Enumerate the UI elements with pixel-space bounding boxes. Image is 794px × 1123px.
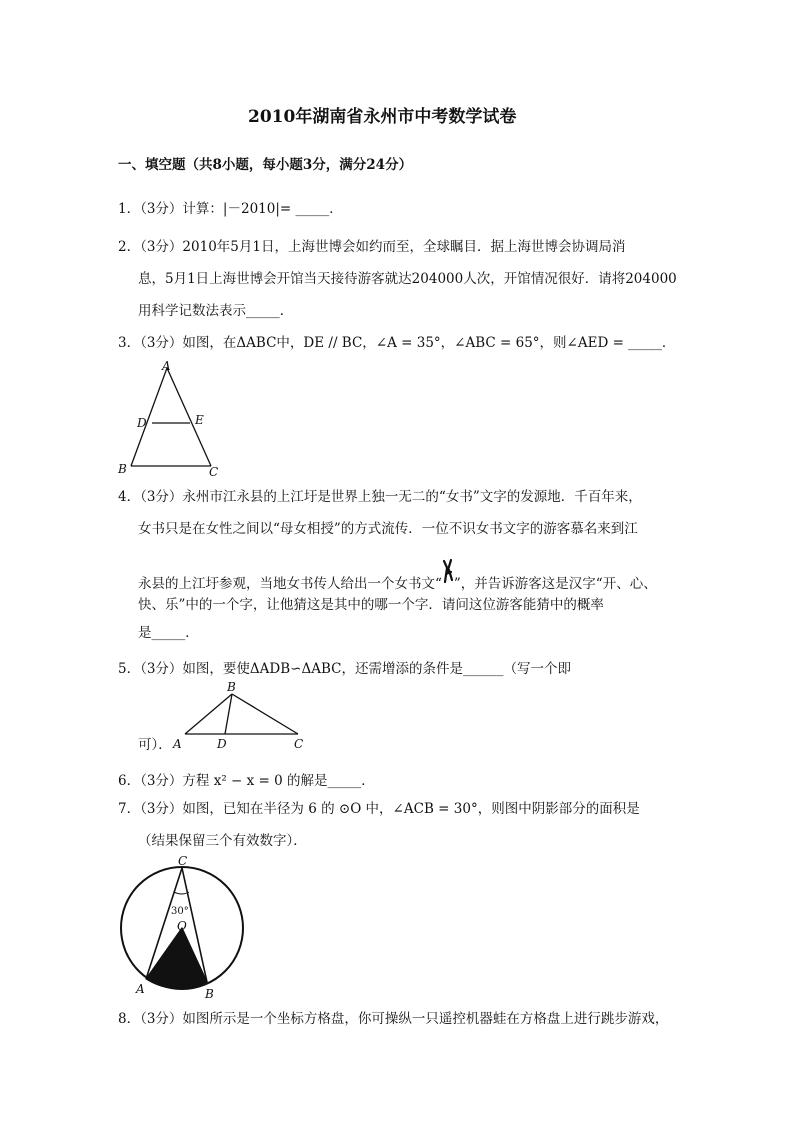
label-a: A: [162, 359, 171, 373]
triangle-side-ac: [167, 368, 211, 466]
label-b: B: [205, 987, 214, 1001]
label-b: B: [227, 680, 236, 694]
segment-bc: [232, 694, 298, 734]
question-4-line-2: 女书只是在女性之间以“母女相授”的方式流传．一位不识女书文字的游客慕名来到江: [138, 521, 638, 537]
label-a: A: [136, 982, 145, 996]
label-c: C: [178, 854, 188, 868]
label-c: C: [294, 737, 304, 751]
label-c: C: [209, 465, 219, 479]
question-5-line-2: 可）．: [138, 737, 172, 753]
section-heading: 一、填空题（共8小题，每小题3分，满分24分）: [118, 157, 413, 173]
question-2-line-2: 息，5月1日上海世博会开馆当天接待游客就达204000人次，开馆情况很好．请将204000: [138, 271, 677, 287]
question-7-figure: [112, 852, 252, 1002]
question-8: 8．（3分）如图所示是一个坐标方格盘，你可操纵一只遥控机器蛙在方格盘上进行跳步游戏，: [118, 1011, 669, 1027]
label-d: D: [137, 416, 147, 430]
question-3: 3．（3分）如图，在ΔABC中，DE // BC，∠A = 35°，∠ABC = 65°，则∠AED = _____．: [118, 335, 676, 351]
question-4-line-3: [138, 566, 657, 594]
question-4-line-3b: ”，并告诉游客这是汉字“开、心、: [453, 576, 657, 592]
question-7-line-2: （结果保留三个有效数字）．: [138, 833, 307, 849]
question-3-figure: [115, 358, 245, 479]
segment-bd: [225, 694, 232, 734]
question-2-line-1: 2．（3分）2010年5月1日，上海世博会如约而至，全球瞩目．据上海世博会协调局消: [118, 239, 626, 255]
label-b: B: [118, 462, 127, 476]
question-4-line-4: 快、乐”中的一个字，让他猜这是其中的哪一个字．请问这位游客能猜中的概率: [138, 597, 604, 613]
question-2-line-3: 用科学记数法表示_____．: [138, 303, 294, 319]
question-5-line-1: 5．（3分）如图，要使ΔADB∽ΔABC，还需增添的条件是______（写一个即: [118, 661, 571, 677]
label-e: E: [195, 413, 204, 427]
question-5-figure: [170, 682, 320, 752]
question-1: 1．（3分）计算：|－2010|= _____．: [118, 201, 343, 217]
label-o: O: [177, 919, 187, 933]
page-title: 2010年湖南省永州市中考数学试卷: [248, 107, 517, 127]
label-d: D: [217, 737, 227, 751]
label-angle: 30°: [171, 906, 189, 917]
nushu-character-icon: [442, 558, 454, 586]
question-4-line-3a: 永县的上江圩参观，当地女书传人给出一个女书文“: [138, 576, 442, 592]
question-7-line-1: 7．（3分）如图，已知在半径为 6 的 ⊙O 中，∠ACB = 30°，则图中阴影部分的面积是: [118, 801, 640, 817]
segment-ab: [185, 694, 232, 734]
label-a: A: [173, 737, 182, 751]
question-4-line-1: 4．（3分）永州市江永县的上江圩是世界上独一无二的“女书”文字的发源地．千百年来，: [118, 489, 642, 505]
question-6: 6．（3分）方程 x² − x = 0 的解是_____．: [118, 773, 375, 789]
question-4-line-5: 是_____．: [138, 625, 199, 641]
